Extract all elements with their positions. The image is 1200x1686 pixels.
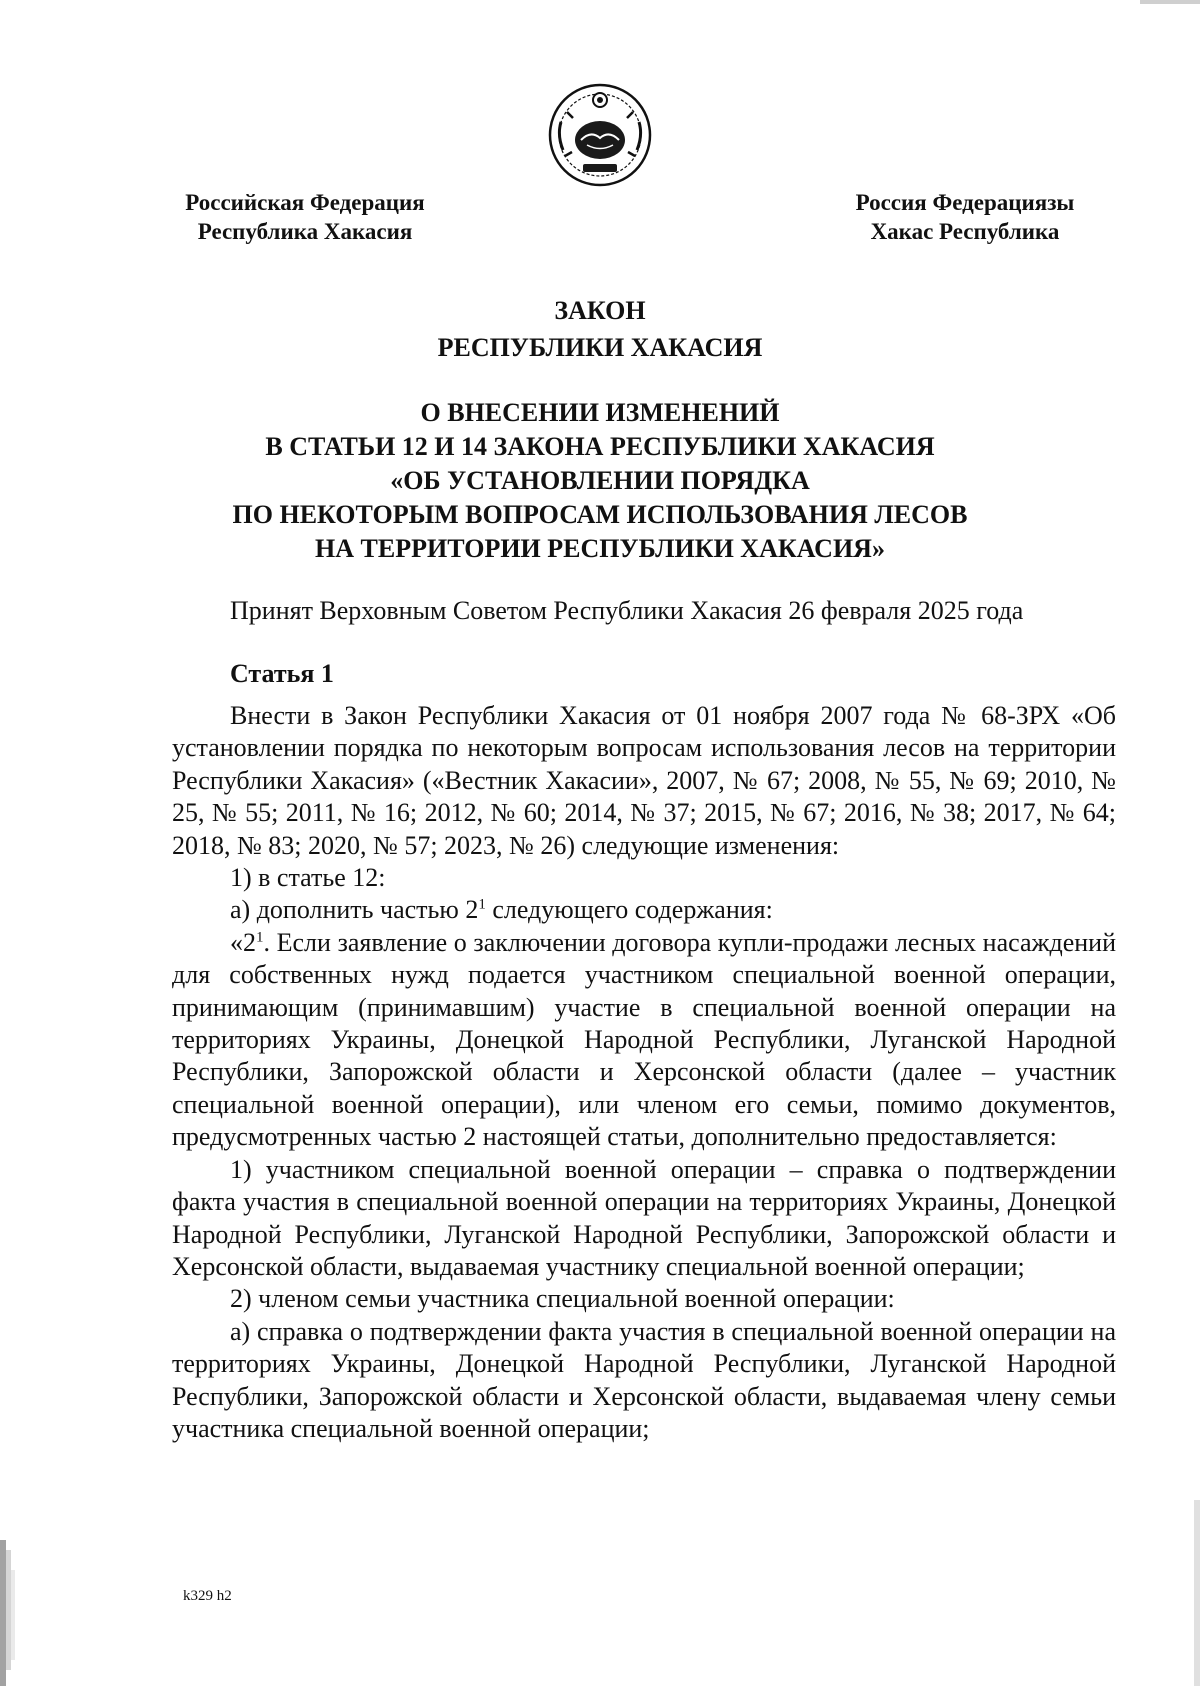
body-paragraph: а) дополнить частью $2^1$ следующего содержания: [230, 895, 773, 925]
law-title-line: РЕСПУБЛИКИ ХАКАСИЯ [437, 333, 763, 362]
adoption-statement: Принят Верховным Советом Республики Хакасия 26 февраля 2025 года [230, 596, 1024, 625]
law-subject-line: О ВНЕСЕНИИ ИЗМЕНЕНИЙ [420, 398, 780, 427]
header-right-country: Россия Федерациязы [855, 190, 1075, 215]
body-paragraph: 1) участником специальной военной операции – справка о подтверждении факта участия в специальной военной операции на территориях Украины, Донецкой Народной Республики, Луганской Народной Республики, Запорожской области и Херсонской области, выдаваемая участнику специальной военной операции; [172, 1154, 1116, 1281]
body-paragraph: 1) в статье 12: [230, 863, 386, 893]
article-body [172, 700, 1116, 1445]
body-paragraph: а) справка о подтверждении факта участия в специальной военной операции на территориях Украины, Донецкой Народной Республики, Луганской Народной Республики, Запорожской области и Херсонской области, выдаваемая члену семьи участника специальной военной операции; [172, 1316, 1116, 1443]
law-subject-line: ПО НЕКОТОРЫМ ВОПРОСАМ ИСПОЛЬЗОВАНИЯ ЛЕСОВ [232, 500, 968, 529]
footer-code: k329 h2 [183, 1588, 232, 1604]
header-left-republic: Республика Хакасия [197, 219, 413, 244]
body-paragraph: 2) членом семьи участника специальной военной операции: [230, 1284, 895, 1314]
law-title [0, 292, 1200, 366]
scan-artifact [0, 1540, 24, 1686]
header-right-republic: Хакас Республика [870, 219, 1060, 244]
header-left-country: Российская Федерация [185, 190, 425, 215]
header-right-block [835, 188, 1095, 246]
scan-artifact [1186, 1500, 1200, 1686]
body-paragraph: «$2^1$. Если заявление о заключении договора купли-продажи лесных насаждений для собственных нужд подается участником специальной военной операции, принимающим (принимавшим) участие в специальной военной операции на территориях Украины, Донецкой Народной Республики, Луганской Народной Республики, Запорожской области и Херсонской области (далее – участник специальной военной операции), или членом его семьи, помимо документов, предусмотренных частью 2 настоящей статьи, дополнительно предоставляется: [172, 927, 1116, 1152]
header-left-block [170, 188, 440, 246]
scan-artifact [1140, 0, 1200, 8]
coat-of-arms-emblem [547, 82, 653, 188]
body-paragraph: Внести в Закон Республики Хакасия от 01 ноября 2007 года № 68-ЗРХ «Об установлении порядка по некоторым вопросам использования лесов на территории Республики Хакасия» («Вестник Хакасии», 2007, № 67; 2008, № 55, № 69; 2010, № 25, № 55; 2011, № 16; 2012, № 60; 2014, № 37; 2015, № 67; 2016, № 38; 2017, № 64; 2018, № 83; 2020, № 57; 2023, № 26) следующие изменения: [172, 701, 1116, 860]
article-heading: Статья 1 [230, 659, 334, 688]
law-subject-line: «ОБ УСТАНОВЛЕНИИ ПОРЯДКА [390, 466, 810, 495]
law-subject-line: В СТАТЬИ 12 И 14 ЗАКОНА РЕСПУБЛИКИ ХАКАСИЯ [265, 432, 935, 461]
law-subject [0, 396, 1200, 566]
law-subject-line: НА ТЕРРИТОРИИ РЕСПУБЛИКИ ХАКАСИЯ» [315, 534, 885, 563]
law-title-line: ЗАКОН [554, 296, 646, 325]
